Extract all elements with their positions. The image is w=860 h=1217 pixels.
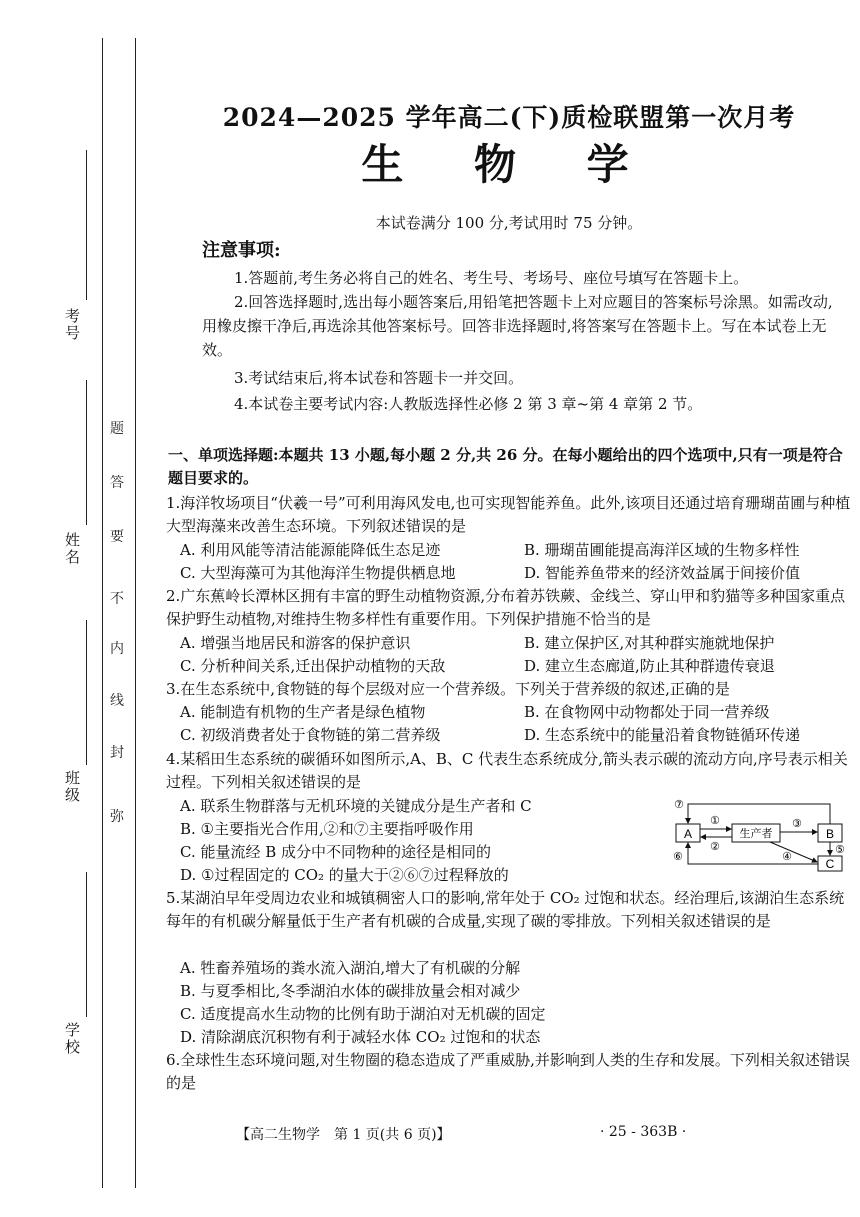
node-producer-label: 生产者 bbox=[739, 827, 773, 840]
seal-char: 封 bbox=[110, 745, 124, 761]
name-field[interactable] bbox=[86, 380, 87, 525]
exam-page bbox=[166, 0, 852, 1217]
node-c-label: C bbox=[825, 857, 835, 871]
node-a-label: A bbox=[683, 827, 693, 841]
option: A. 利用风能等清洁能源能降低生态足迹 bbox=[180, 541, 441, 559]
note-item: 3.考试结束后,将本试卷和答题卡一并交回。 bbox=[234, 369, 524, 387]
subject-title: 生 物 学 bbox=[361, 140, 657, 189]
notes-heading: 注意事项: bbox=[202, 240, 281, 261]
label-2: ② bbox=[710, 840, 720, 853]
question-stem: 4.某稻田生态系统的碳循环如图所示,A、B、C 代表生态系统成分,箭头表示碳的流动方向,序号表示相关过程。下列相关叙述错误的是 bbox=[166, 750, 848, 791]
option: D. 智能养鱼带来的经济效益属于间接价值 bbox=[524, 564, 801, 582]
note-item: 4.本试卷主要考试内容:人教版选择性必修 2 第 3 章~第 4 章第 2 节。 bbox=[234, 395, 703, 413]
question-stem: 1.海洋牧场项目“伏羲一号”可利用海风发电,也可实现智能养鱼。此外,该项目还通过培育珊瑚苗圃与种植大型海藻来改善生态环境。下列叙述错误的是 bbox=[166, 494, 851, 535]
note-item: 2.回答选择题时,选出每小题答案后,用铅笔把答题卡上对应题目的答案标号涂黑。如需改动,用橡皮擦干净后,再选涂其他答案标号。回答非选择题时,将答案写在答题卡上。写在本试卷上无效。 bbox=[202, 293, 833, 359]
option: A. 联系生物群落与无机环境的关键成分是生产者和 C bbox=[180, 797, 532, 815]
binding-line-inner bbox=[135, 38, 136, 1188]
binding-line-outer bbox=[102, 38, 103, 1188]
node-producer bbox=[732, 824, 780, 842]
option: B. 建立保护区,对其种群实施就地保护 bbox=[524, 634, 775, 652]
question-stem: 2.广东蕉岭长潭林区拥有丰富的野生动植物资源,分布着苏铁蕨、金线兰、穿山甲和豹猫等多种国家重点保护野生动植物,对维持生物多样性有重要作用。下列保护措施不恰当的是 bbox=[166, 587, 846, 628]
label-5: ⑤ bbox=[835, 843, 845, 856]
exam-number-field[interactable] bbox=[86, 150, 87, 300]
carbon-cycle-diagram bbox=[670, 794, 850, 872]
page-footer: 【高二生物学 第 1 页(共 6 页)】 bbox=[236, 1127, 451, 1143]
question-stem: 5.某湖泊早年受周边农业和城镇稠密人口的影响,常年处于 CO₂ 过饱和状态。经治理后,该湖泊生态系统每年的有机碳分解量低于生产者有机碳的合成量,实现了碳的零排放。下列相关叙述错误的是 bbox=[166, 889, 845, 930]
option: A. 牲畜养殖场的粪水流入湖泊,增大了有机碳的分解 bbox=[180, 959, 521, 977]
label-1: ① bbox=[710, 814, 720, 827]
seal-char: 内 bbox=[110, 641, 124, 657]
option: B. 珊瑚苗圃能提高海洋区域的生物多样性 bbox=[524, 541, 800, 559]
label-4: ④ bbox=[782, 850, 792, 863]
seal-char: 答 bbox=[110, 475, 124, 491]
section-heading: 一、单项选择题:本题共 13 小题,每小题 2 分,共 26 分。在每小题给出的四个选项中,只有一项是符合题目要求的。 bbox=[168, 446, 843, 487]
node-c bbox=[818, 856, 842, 871]
option: C. 能量流经 B 成分中不同物种的途径是相同的 bbox=[180, 843, 492, 861]
question-stem: 6.全球性生态环境问题,对生物圈的稳态造成了严重威胁,并影响到人类的生存和发展。下列相关叙述错误的是 bbox=[166, 1051, 850, 1092]
node-b-label: B bbox=[825, 827, 835, 841]
arrow-6 bbox=[688, 843, 818, 864]
school-label: 学校 bbox=[63, 1022, 81, 1056]
class-label: 班级 bbox=[63, 770, 81, 804]
binding-margin bbox=[0, 0, 150, 1217]
option: B. 与夏季相比,冬季湖泊水体的碳排放量会相对减少 bbox=[180, 982, 521, 1000]
option: D. 清除湖底沉积物有利于减轻水体 CO₂ 过饱和的状态 bbox=[180, 1028, 541, 1046]
option: C. 分析种间关系,迁出保护动植物的天敌 bbox=[180, 657, 446, 675]
option: D. 建立生态廊道,防止其种群遗传衰退 bbox=[524, 657, 775, 675]
exam-code: · 25 - 363B · bbox=[600, 1124, 687, 1140]
seal-char: 线 bbox=[110, 693, 124, 709]
exam-title: 2024—2025 学年高二(下)质检联盟第一次月考 bbox=[222, 103, 796, 132]
seal-char: 不 bbox=[110, 591, 124, 607]
seal-char: 要 bbox=[110, 529, 124, 545]
seal-char: 题 bbox=[110, 421, 124, 437]
option: B. ①主要指光合作用,②和⑦主要指呼吸作用 bbox=[180, 820, 474, 838]
arrow-4 bbox=[770, 842, 817, 862]
label-7: ⑦ bbox=[674, 798, 684, 811]
school-field[interactable] bbox=[86, 872, 87, 1017]
question-stem: 3.在生态系统中,食物链的每个层级对应一个营养级。下列关于营养级的叙述,正确的是 bbox=[166, 680, 730, 698]
option: B. 在食物网中动物都处于同一营养级 bbox=[524, 703, 770, 721]
label-3: ③ bbox=[792, 817, 802, 830]
option: A. 增强当地居民和游客的保护意识 bbox=[180, 634, 411, 652]
label-6: ⑥ bbox=[673, 850, 683, 863]
option: C. 大型海藻可为其他海洋生物提供栖息地 bbox=[180, 564, 456, 582]
node-b bbox=[818, 824, 842, 842]
class-field[interactable] bbox=[86, 620, 87, 765]
option: C. 适度提高水生动物的比例有助于湖泊对无机碳的固定 bbox=[180, 1005, 546, 1023]
option: A. 能制造有机物的生产者是绿色植物 bbox=[180, 703, 426, 721]
option: D. ①过程固定的 CO₂ 的量大于②⑥⑦过程释放的 bbox=[180, 866, 509, 884]
exam-info: 本试卷满分 100 分,考试用时 75 分钟。 bbox=[375, 214, 643, 232]
seal-char: 弥 bbox=[110, 809, 124, 825]
node-a bbox=[676, 824, 700, 842]
name-label: 姓名 bbox=[63, 532, 81, 566]
option: D. 生态系统中的能量沿着食物链循环传递 bbox=[524, 726, 801, 744]
option: C. 初级消费者处于食物链的第二营养级 bbox=[180, 726, 441, 744]
note-item: 1.答题前,考生务必将自己的姓名、考生号、考场号、座位号填写在答题卡上。 bbox=[234, 269, 749, 287]
exam-number-label: 考号 bbox=[63, 308, 81, 342]
